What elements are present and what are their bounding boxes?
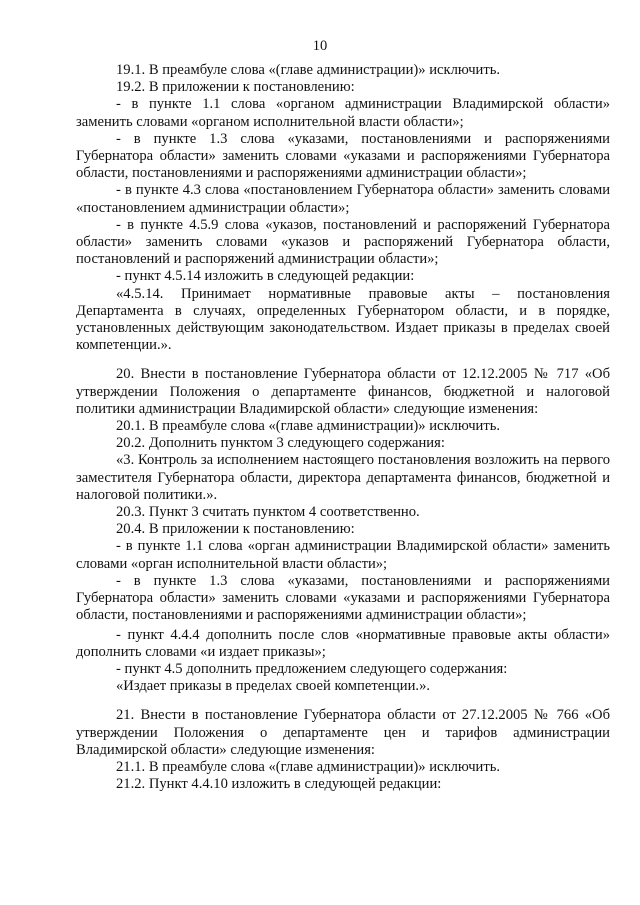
paragraph-19-1: 19.1. В преамбуле слова «(главе администрации)» исключить. — [116, 62, 501, 78]
paragraph-21-1: 21.1. В преамбуле слова «(главе администрации)» исключить. — [116, 758, 501, 775]
paragraph-4-5-14-text: «4.5.14. Принимает нормативные правовые акты – постановления Департамента в случаях, определенных Губернатором области, и в порядке, установленных действующим законодательством. Издает приказы в пределах своей компетенции.». — [76, 285, 610, 354]
paragraph-19-2-item-4-5-9: - в пункте 4.5.9 слова «указов, постановлений и распоряжений Губернатора области» заменить словами «указов и распоряжений Губернатора области, постановлений и распоряжений администрации области»; — [76, 216, 610, 268]
paragraph-20-4-item-4-4-4: - пункт 4.4.4 дополнить после слов «нормативные правовые акты области» дополнить словами «и издает приказы»; — [76, 626, 610, 660]
paragraph-20-4-item-4-5: - пункт 4.5 дополнить предложением следующего содержания: — [116, 660, 508, 677]
paragraph-19-2-item-1-1: - в пункте 1.1 слова «органом администрации Владимирской области» заменить словами «органом исполнительной власти области»; — [76, 96, 610, 130]
document-body — [76, 62, 610, 793]
paragraph-20: 20. Внести в постановление Губернатора области от 12.12.2005 № 717 «Об утверждении Положения о департаменте финансов, бюджетной и налоговой политики администрации Владимирской области» следующие изменения: — [76, 366, 610, 417]
paragraph-20-2: 20.2. Дополнить пунктом 3 следующего содержания: — [116, 435, 445, 452]
paragraph-20-3: 20.3. Пункт 3 считать пунктом 4 соответственно. — [116, 504, 420, 521]
paragraph-20-1: 20.1. В преамбуле слова «(главе администрации)» исключить. — [116, 418, 501, 435]
paragraph-21: 21. Внести в постановление Губернатора области от 27.12.2005 № 766 «Об утверждении Положения о департаменте цен и тарифов администрации Владимирской области» следующие изменения: — [76, 707, 610, 758]
paragraph-20-4: 20.4. В приложении к постановлению: — [116, 521, 355, 538]
page-number: 10 — [312, 38, 328, 54]
paragraph-20-2-text: «3. Контроль за исполнением настоящего постановления возложить на первого заместителя Губернатора области, директора департамента финансов, бюджетной и налоговой политики.». — [76, 452, 610, 503]
paragraph-19-2-item-4-3: - в пункте 4.3 слова «постановлением Губернатора области» заменить словами «постановлением администрации области»; — [76, 182, 610, 216]
paragraph-19-2: 19.2. В приложении к постановлению: — [116, 79, 355, 96]
paragraph-20-4-item-1-1: - в пункте 1.1 слова «орган администрации Владимирской области» заменить словами «орган исполнительной власти области»; — [76, 538, 610, 572]
paragraph-21-2: 21.2. Пункт 4.4.10 изложить в следующей редакции: — [116, 776, 442, 793]
paragraph-19-2-item-1-3: - в пункте 1.3 слова «указами, постановлениями и распоряжениями Губернатора области» заменить словами «указами и распоряжениями Губернатора области, постановлениями и распоряжениями администрации области»; — [76, 130, 610, 182]
paragraph-20-4-item-4-5-text: «Издает приказы в пределах своей компетенции.». — [116, 678, 431, 695]
paragraph-20-4-item-1-3: - в пункте 1.3 слова «указами, постановлениями и распоряжениями Губернатора области» заменить словами «указами и распоряжениями Губернатора области, постановлениями и распоряжениями администрации области»; — [76, 572, 610, 624]
paragraph-19-2-item-4-5-14: - пункт 4.5.14 изложить в следующей редакции: — [116, 268, 415, 285]
